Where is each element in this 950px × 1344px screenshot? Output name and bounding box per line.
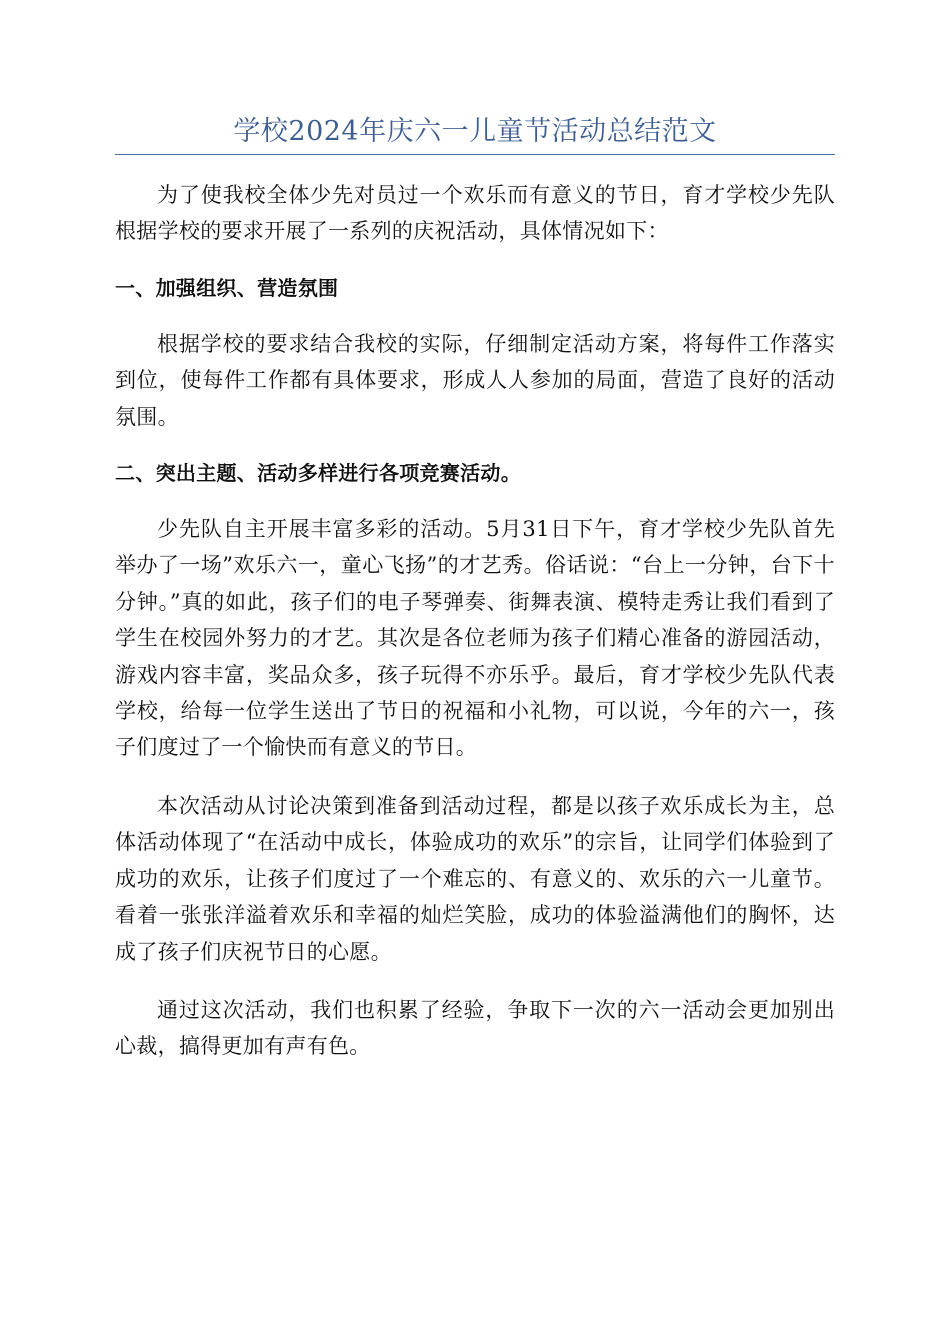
document-title: 学校2024年庆六一儿童节活动总结范文 (233, 116, 717, 147)
section-2-paragraph-1: 少先队自主开展丰富多彩的活动。5月31日下午，育才学校少先队首先举办了一场”欢乐六一，童心飞扬”的才艺秀。俗话说：“台上一分钟，台下十分钟。”真的如此，孩子们的电子琴弹奏、街舞表演、模特走秀让我们看到了学生在校园外努力的才艺。其次是各位老师为孩子们精心准备的游园活动，游戏内容丰富，奖品众多，孩子玩得不亦乐乎。最后，育才学校少先队代表学校，给每一位学生送出了节日的祝福和小礼物，可以说，今年的六一，孩子们度过了一个愉快而有意义的节日。 (115, 517, 835, 760)
section-1-heading: 一、加强组织、营造氛围 (115, 275, 339, 300)
title-underline (115, 154, 835, 155)
document-body (115, 177, 835, 1065)
section-2-paragraph-2: 本次活动从讨论决策到准备到活动过程，都是以孩子欢乐成长为主，总体活动体现了“在活动中成长，体验成功的欢乐”的宗旨，让同学们体验到了成功的欢乐，让孩子们度过了一个难忘的、有意义的、欢乐的六一儿童节。看着一张张洋溢着欢乐和幸福的灿烂笑脸，成功的体验溢满他们的胸怀，达成了孩子们庆祝节日的心愿。 (115, 793, 835, 964)
section-2-paragraph-3: 通过这次活动，我们也积累了经验，争取下一次的六一活动会更加别出心裁，搞得更加有声有色。 (115, 997, 835, 1059)
section-2-heading: 二、突出主题、活动多样进行各项竞赛活动。 (115, 461, 521, 486)
section-1-paragraph: 根据学校的要求结合我校的实际，仔细制定活动方案，将每件工作落实到位，使每件工作都有具体要求，形成人人参加的局面，营造了良好的活动氛围。 (115, 331, 835, 429)
intro-paragraph: 为了使我校全体少先对员过一个欢乐而有意义的节日，育才学校少先队根据学校的要求开展了一系列的庆祝活动，具体情况如下： (115, 183, 835, 244)
